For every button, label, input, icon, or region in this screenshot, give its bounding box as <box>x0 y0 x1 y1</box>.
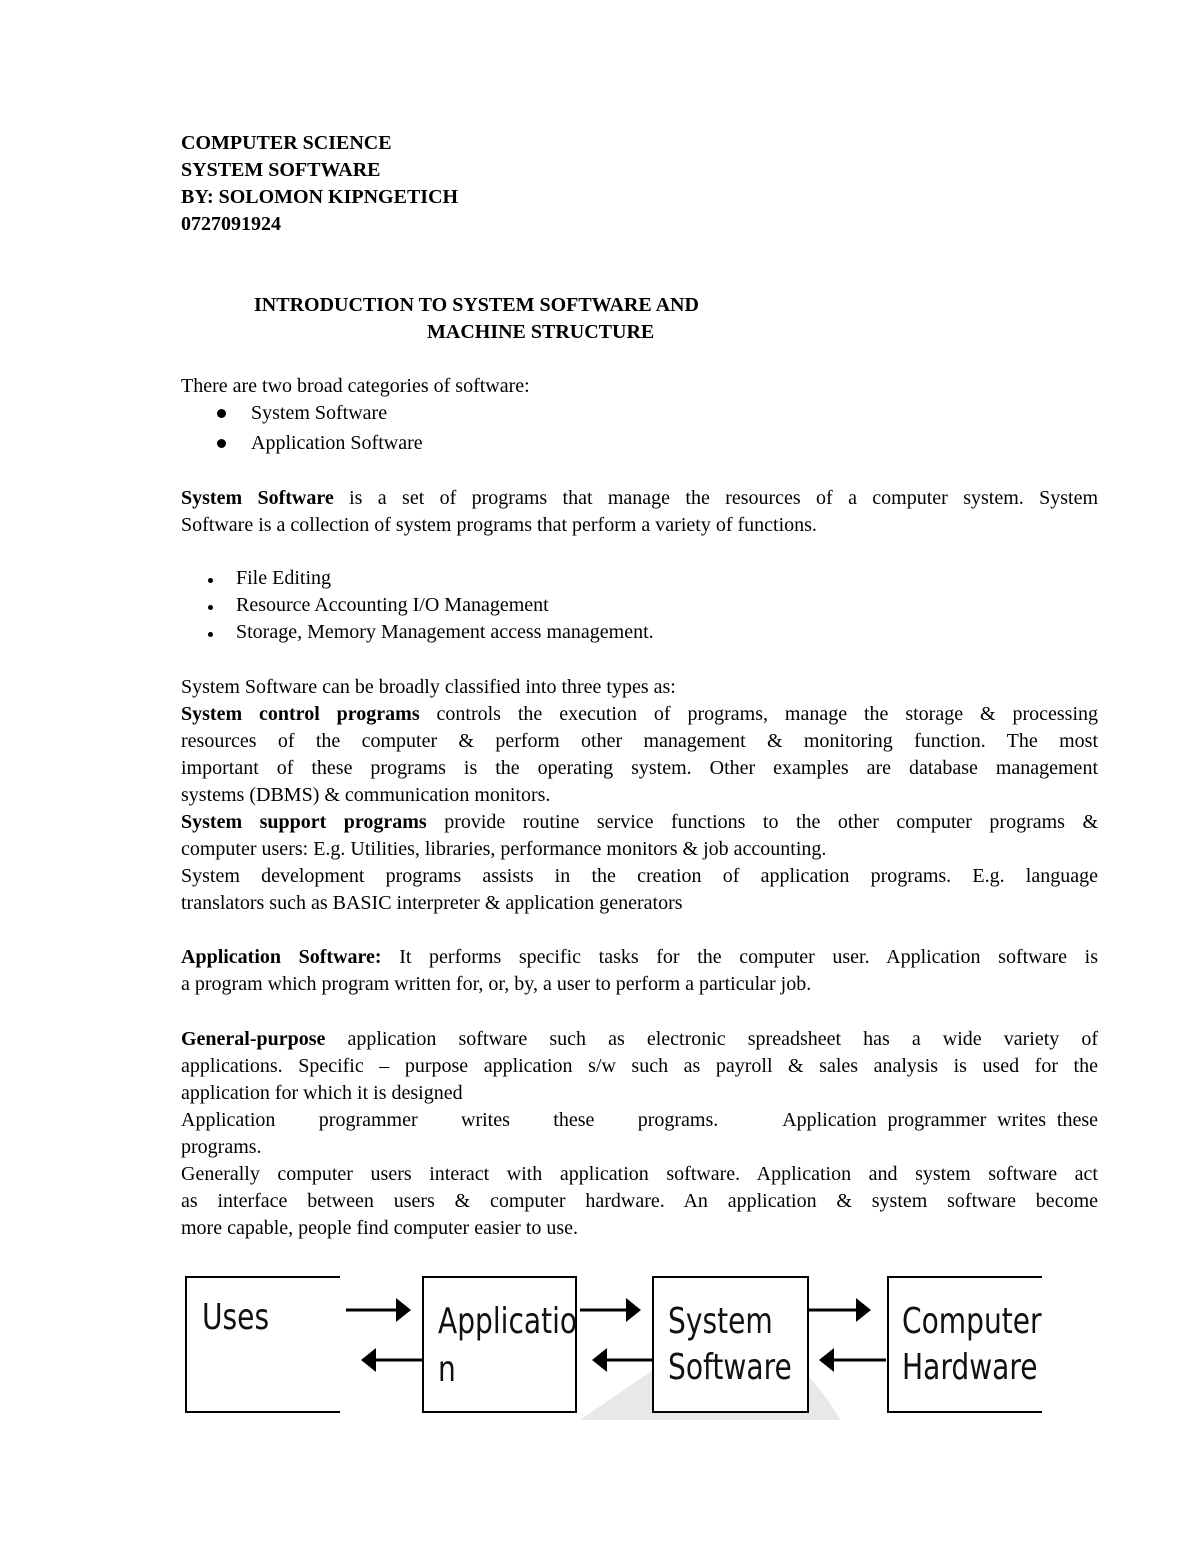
general-purpose-line7: as interface between users & computer hardware. An application & system software become <box>181 1190 1098 1212</box>
paragraph-text: It performs specific tasks for the computer user. Application software is <box>381 946 1098 968</box>
general-purpose-line4: Application programmer writes these programs. Application programmer writes these <box>181 1109 1098 1131</box>
term-support-programs: System support programs <box>181 811 427 833</box>
development-programs-line1: System development programs assists in the creation of application programs. E.g. language <box>181 865 1098 887</box>
definition-text: is a set of programs that manage the resources of a computer system. System <box>333 487 1099 509</box>
function-item: Resource Accounting I/O Management <box>236 594 549 616</box>
paragraph-text: controls the execution of programs, manage the storage & processing <box>419 703 1099 725</box>
system-software-label-line1: System <box>668 1301 773 1342</box>
category-item: Application Software <box>251 432 423 454</box>
development-programs-line2: translators such as BASIC interpreter & application generators <box>181 892 683 914</box>
header-author: BY: SOLOMON KIPNGETICH <box>181 186 459 208</box>
page-title-line2: MACHINE STRUCTURE <box>427 321 655 343</box>
paragraph-text: application software such as electronic spreadsheet has a wide variety of <box>325 1028 1098 1050</box>
term-application-software: Application Software: <box>181 946 382 968</box>
general-purpose-line2: applications. Specific – purpose application s/w such as payroll & sales analysis is used for the <box>181 1055 1098 1077</box>
function-item: File Editing <box>236 567 331 589</box>
bullet-dot <box>217 439 226 448</box>
page-title-line1: INTRODUCTION TO SYSTEM SOFTWARE AND <box>254 294 699 316</box>
arrow-right-icon <box>396 1298 411 1322</box>
general-purpose-line5: programs. <box>181 1136 262 1158</box>
control-programs-line1 <box>181 701 1098 728</box>
header-topic: SYSTEM SOFTWARE <box>181 159 381 181</box>
hardware-label-line1: Computer <box>902 1301 1042 1342</box>
application-label-line1: Applicatio <box>438 1301 578 1342</box>
bullet-dot <box>208 605 213 610</box>
general-purpose-line1 <box>181 1026 1098 1053</box>
support-programs-line2: computer users: E.g. Utilities, libraries, performance monitors & job accounting. <box>181 838 827 860</box>
users-label: Uses <box>202 1297 270 1338</box>
general-purpose-line8: more capable, people find computer easier to use. <box>181 1217 579 1239</box>
general-purpose-line6: Generally computer users interact with application software. Application and system software act <box>181 1163 1098 1185</box>
classification-intro: System Software can be broadly classified into three types as: <box>181 676 676 698</box>
category-item: System Software <box>251 402 388 424</box>
system-software-definition-line1 <box>181 485 1098 512</box>
bullet-dot <box>208 632 213 637</box>
system-software-definition-line2: Software is a collection of system programs that perform a variety of functions. <box>181 514 817 536</box>
control-programs-line4: systems (DBMS) & communication monitors. <box>181 784 551 806</box>
support-programs-line1 <box>181 809 1098 836</box>
arrow-left-icon <box>592 1348 607 1372</box>
intro-text: There are two broad categories of software: <box>181 375 530 397</box>
application-label-line2: n <box>438 1349 456 1390</box>
general-purpose-line3: application for which it is designed <box>181 1082 463 1104</box>
application-software-line1 <box>181 944 1098 971</box>
application-software-line2: a program which program written for, or, by, a user to perform a particular job. <box>181 973 812 995</box>
hardware-label-line2: Hardware <box>902 1347 1038 1388</box>
term-general-purpose: General-purpose <box>181 1028 326 1050</box>
bullet-dot <box>208 578 213 583</box>
control-programs-line3: important of these programs is the operating system. Other examples are database management <box>181 757 1098 779</box>
function-item: Storage, Memory Management access management. <box>236 621 654 643</box>
term-control-programs: System control programs <box>181 703 420 725</box>
header-subject: COMPUTER SCIENCE <box>181 132 392 154</box>
arrow-left-icon <box>819 1348 834 1372</box>
header-phone: 0727091924 <box>181 213 281 235</box>
bullet-dot <box>217 409 226 418</box>
term-system-software: System Software <box>181 487 334 509</box>
control-programs-line2: resources of the computer & perform other management & monitoring function. The most <box>181 730 1098 752</box>
system-software-label-line2: Software <box>668 1347 792 1388</box>
paragraph-text: provide routine service functions to the other computer programs & <box>426 811 1098 833</box>
arrow-right-icon <box>856 1298 871 1322</box>
arrow-right-icon <box>626 1298 641 1322</box>
arrow-left-icon <box>361 1348 376 1372</box>
software-layers-diagram <box>180 1270 1050 1430</box>
